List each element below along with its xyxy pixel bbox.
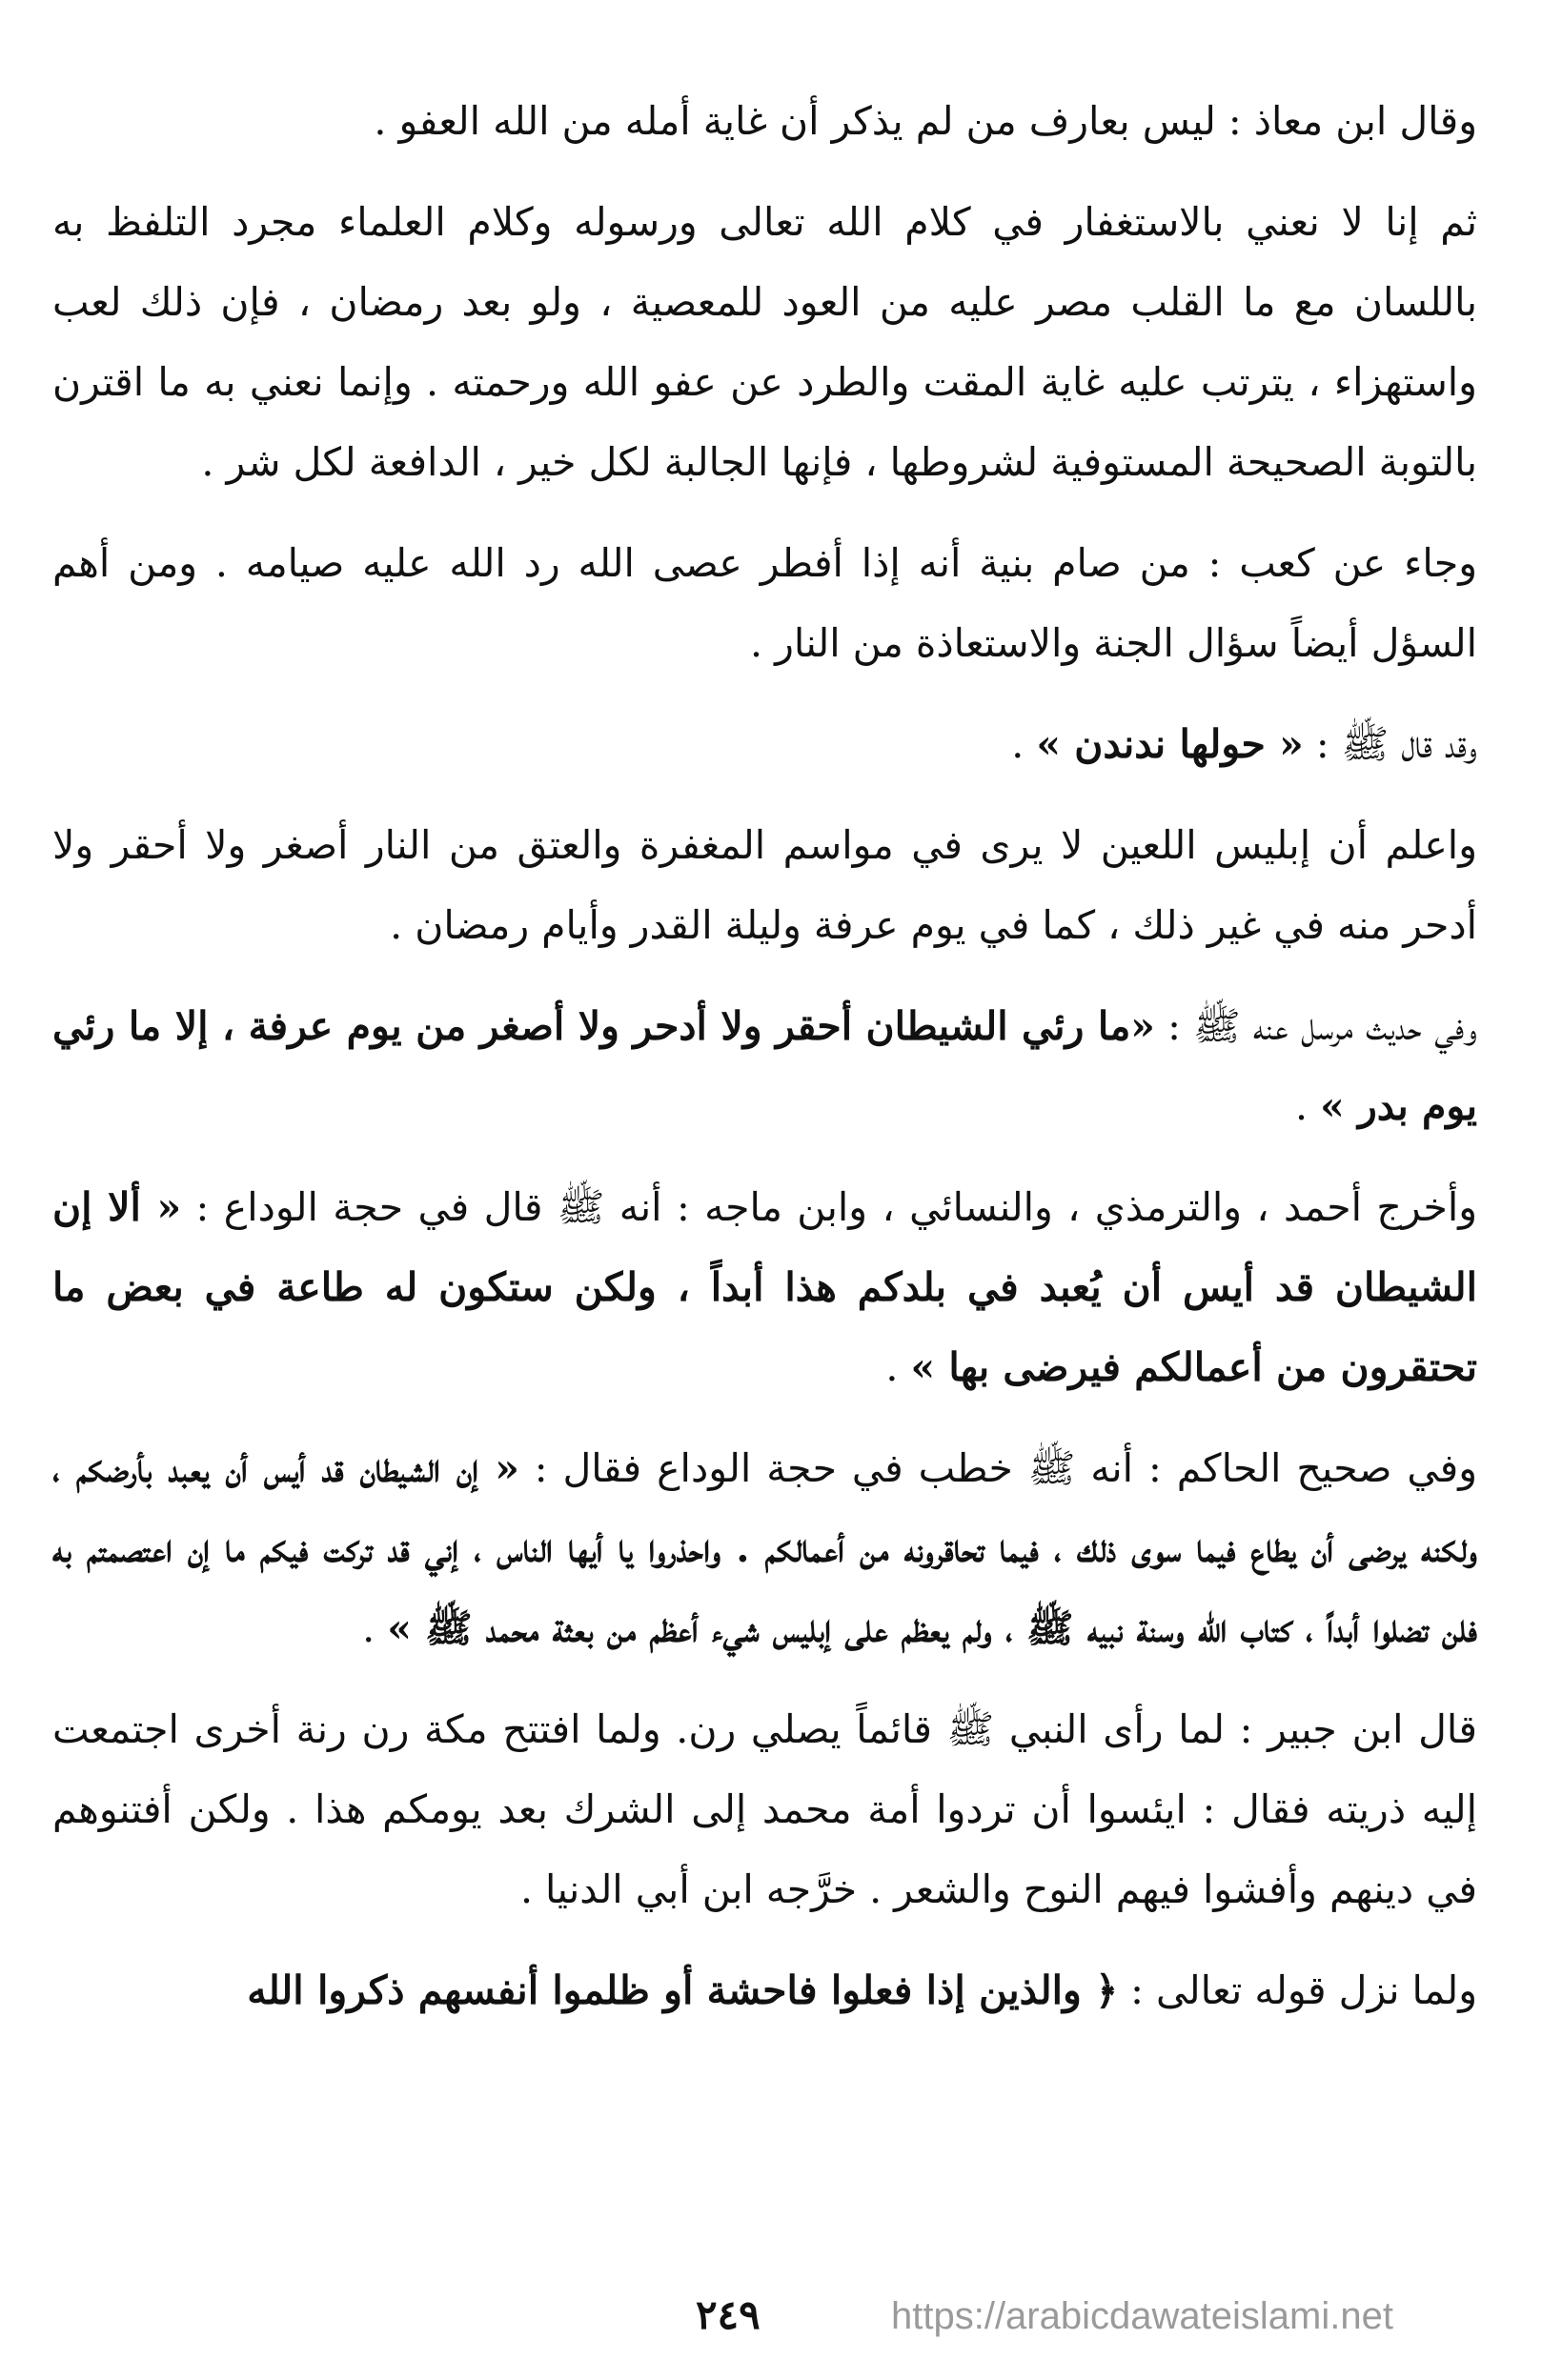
paragraph-lead: وفي حديث مرسل عنه ﷺ : [1154, 1003, 1477, 1049]
page-footer [0, 2291, 1542, 2349]
paragraph-quran-verse [52, 1950, 1477, 2030]
paragraph-lead: ولما نزل قوله تعالى : [1118, 1967, 1477, 2013]
page-number: ٢٤٩ [696, 2291, 761, 2338]
paragraph-iblis-seasons: واعلم أن إبليس اللعين لا يرى في مواسم المغفرة والعتق من النار أصغر ولا أحقر ولا أدحر منه في غير ذلك ، كما في يوم عرفة وليلة القدر وأيام رمضان . [52, 822, 1477, 948]
paragraph-ibn-jubayr: قال ابن جبير : لما رأى النبي ﷺ قائماً يصلي رن. ولما افتتح مكة رن رنة أخرى اجتمعت إليه ذريته فقال : ايئسوا أن تردوا أمة محمد إلى الشرك بعد يومكم هذا . ولكن أفتنوهم في دينهم وأفشوا فيهم النوح والشعر . خرَّجه ابن أبي الدنيا . [52, 1706, 1477, 1912]
paragraph-sahih-alhakim [52, 1428, 1477, 1668]
paragraph-tail: . [362, 1605, 388, 1651]
paragraph-hajjat-alwada [52, 1167, 1477, 1407]
paragraph-lead: وقد قال ﷺ : [1303, 721, 1477, 767]
paragraph-kaab: وجاء عن كعب : من صام بنية أنه إذا أفطر عصى الله رد الله عليه صيامه . ومن أهم السؤل أيضاً سؤال الجنة والاستعاذة من النار . [52, 540, 1477, 666]
hadith-quote: «ما رئي الشيطان أحقر ولا أدحر ولا أصغر من يوم عرفة ، إلا ما رئي يوم بدر » [52, 1003, 1477, 1129]
watermark-url: https://arabicdawateislami.net [891, 2295, 1393, 2337]
paragraph-tail: . [1011, 721, 1037, 767]
quran-quote: ﴿ والذين إذا فعلوا فاحشة أو ظلموا أنفسهم ذكروا الله [247, 1967, 1119, 2013]
paragraph-ibn-muadh: وقال ابن معاذ : ليس بعارف من لم يذكر أن غاية أمله من الله العفو . [374, 98, 1477, 144]
book-page [52, 81, 1477, 2272]
paragraph-hawlaha-nudandin [52, 704, 1477, 784]
hadith-quote: « إن الشيطان قد أيس أن يعبد بأرضكم ، ولكنه يرضى أن يطاع فيما سوى ذلك ، فيما تحاقرونه من أعمالكم . واحذروا يا أيها الناس ، إني قد تركت فيكم ما إن اعتصمتم به فلن تضلوا أبداً ، كتاب الله وسنة نبيه ﷺ ، ولم يعظم على إبليس شيء أعظم من بعثة محمد ﷺ » [52, 1445, 1477, 1651]
paragraph-istighfar-meaning: ثم إنا لا نعني بالاستغفار في كلام الله تعالى ورسوله وكلام العلماء مجرد التلفظ به باللسان مع ما القلب مصر عليه من العود للمعصية ، ولو بعد رمضان ، فإن ذلك لعب واستهزاء ، يترتب عليه غاية المقت والطرد عن عفو الله ورحمته . وإنما نعني به ما اقترن بالتوبة الصحيحة المستوفية لشروطها ، فإنها الجالبة لكل خير ، الدافعة لكل شر . [52, 199, 1477, 485]
paragraph-lead: وفي صحيح الحاكم : أنه ﷺ خطب في حجة الوداع فقال : [518, 1445, 1477, 1491]
hadith-quote: « حولها ندندن » [1036, 721, 1304, 767]
paragraph-tail: . [1295, 1083, 1321, 1129]
paragraph-lead: وأخرج أحمد ، والترمذي ، والنسائي ، وابن ماجه : أنه ﷺ قال في حجة الوداع : [181, 1184, 1478, 1230]
hadith-quote: « ألا إن الشيطان قد أيس أن يُعبد في بلدكم هذا أبداً ، ولكن ستكون له طاعة في بعض ما تحتقرون من أعمالكم فيرضى بها » [52, 1184, 1477, 1390]
paragraph-hadith-mursal [52, 986, 1477, 1146]
paragraph-tail: . [885, 1344, 911, 1390]
